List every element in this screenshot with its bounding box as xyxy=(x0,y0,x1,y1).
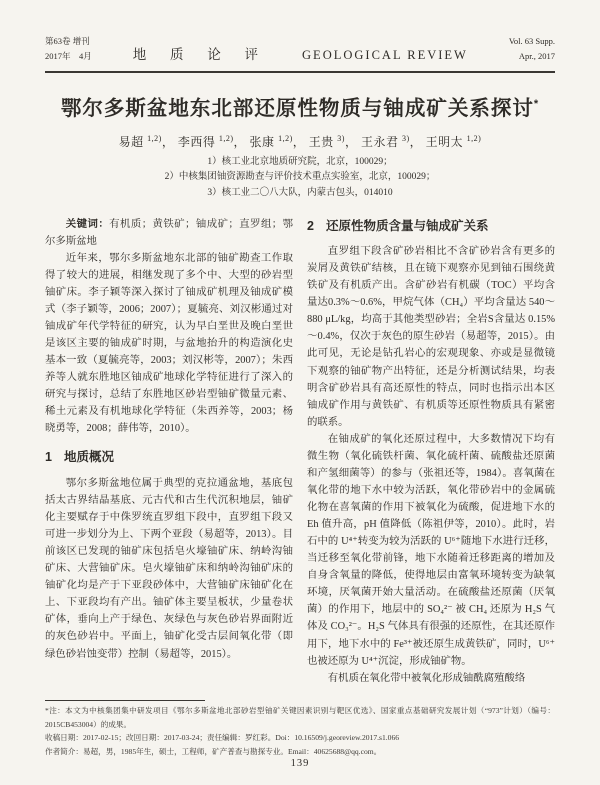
keywords-label: 关键词： xyxy=(65,218,110,230)
author-affil-sup: 3) xyxy=(401,133,410,143)
affiliation-3: 3）核工业二〇八大队，内蒙古包头，014010 xyxy=(207,187,393,198)
author xyxy=(426,135,482,149)
journal-volume-en-line1: Vol. 63 Supp. xyxy=(508,36,555,46)
affiliation-list xyxy=(45,155,555,202)
author xyxy=(309,135,358,149)
journal-volume-en xyxy=(509,34,555,65)
author-name: 易超 xyxy=(118,134,144,149)
section-2-title: 还原性物质含量与铀成矿关系 xyxy=(325,218,489,233)
footnote-block xyxy=(45,700,555,759)
author-name: 张康 xyxy=(249,134,275,149)
section-1-number: 1 xyxy=(45,450,52,465)
footnote-author-bio: 作者简介：易超，男，1985年生，硕士，工程师，矿产普查与勘探专业。Email：40625688@qq.com。 xyxy=(45,746,382,756)
footnote-dates-doi: 收稿日期：2017-02-15；改回日期：2017-03-24；责任编辑：罗红彩。Doi：10.16509/j.georeview.2017.s1.066 xyxy=(45,733,400,743)
affiliation-1: 1）核工业北京地质研究院，北京，100029； xyxy=(207,156,393,167)
author xyxy=(361,135,422,149)
author xyxy=(178,135,246,149)
journal-name xyxy=(133,43,468,65)
footnote-funding: *注：本文为中核集团集中研发项目《鄂尔多斯盆地北部砂岩型铀矿关键因素识别与靶区优选》、国家重点基础研究发展计划（“973”计划）（编号：2015CB453004）的成果。 xyxy=(45,706,555,729)
section-2-paragraph-2: 在铀成矿的氧化还原过程中，大多数情况下均有微生物（氧化硫铁杆菌、氧化硫杆菌、硫酸盐还原菌和产氢细菌等）的参与（张祖还等，1984）。喜氧菌在氧化带的地下水中较为活跃，氧化带砂岩中的金属硫化物在喜氧菌的作用下被氧化为硫酸，促进地下水的 Eh 值升高，pH 值降低（陈祖伊等，2010）。此时，岩石中的 U⁴⁺转变为较为活跃的 U⁶⁺随地下水进行迁移，当迁移至氧化带前锋，地下水随着迁移距离的增加及自身含氧量的降低，使得地层由富氧环境转变为缺氧环境，厌氧菌开始大量活动。在硫酸盐还原菌（厌氧菌）的作用下，地层中的 SO₄²⁻ 被 CH₄ 还原为 H₂S 气体及 CO₃²⁻。H₂S 气体具有很强的还原性，在其还原作用下，地下水中的 Fe³⁺被还原生成黄铁矿，同时，U⁶⁺也被还原为 U⁴⁺沉淀，形成铀矿物。 xyxy=(307,433,555,667)
paper-title xyxy=(45,91,555,121)
section-2-heading xyxy=(307,216,555,237)
author-name: 王明太 xyxy=(425,134,464,149)
journal-header xyxy=(45,0,555,73)
journal-volume-en-line2: Apr., 2017 xyxy=(518,51,555,62)
author-affil-sup: 1,2) xyxy=(218,133,234,143)
section-1-heading xyxy=(45,447,293,468)
author-affil-sup: 1,2) xyxy=(466,133,482,143)
section-2-number: 2 xyxy=(307,218,314,233)
journal-volume-cn xyxy=(45,34,92,65)
paper-title-text: 鄂尔多斯盆地东北部还原性物质与铀成矿关系探讨 xyxy=(60,96,534,120)
journal-name-cn: 地 质 论 评 xyxy=(132,46,269,62)
section-2-paragraph-3: 有机质在氧化带中被氧化形成铀酰腐殖酸络 xyxy=(327,672,526,684)
keywords-block xyxy=(45,216,293,250)
keywords-text: 有机质；黄铁矿；铀成矿；直罗组；鄂尔多斯盆地 xyxy=(45,218,294,247)
author-line xyxy=(45,133,555,150)
author xyxy=(119,135,175,149)
paper-body xyxy=(45,216,555,687)
intro-paragraph: 近年来，鄂尔多斯盆地东北部的铀矿勘查工作取得了较大的进展，相继发现了多个中、大型的砂岩型铀矿床。李子颖等深入探讨了铀成矿机理及铀成矿模式（李子颖等，2006；2007）；夏毓亮、刘汉彬通过对铀成矿年代学特征的研究，认为早白垩世及晚白垩世是该区主要的铀成矿时期，与盆地抬升的构造演化史基本一致（夏毓亮等，2003；刘汉彬等，2007）；朱西养等人就东胜地区铀成矿地球化学特征进行了深入的研究与探讨，总结了东胜地区砂岩型铀矿微量元素、稀土元素及有机地球化学特征（朱西养等，2003；杨晓勇等，2008；薛伟等，2010）。 xyxy=(45,252,293,435)
page-number: 139 xyxy=(290,758,310,769)
author-name: 王永君 xyxy=(360,134,399,149)
affiliation-2: 2）中核集团铀资源勘查与评价技术重点实验室，北京，100029； xyxy=(164,172,436,183)
author xyxy=(250,135,306,149)
right-column xyxy=(307,216,555,687)
author-name: 李西得 xyxy=(177,134,216,149)
left-column xyxy=(45,216,293,687)
journal-volume-cn-line2: 2017年 4月 xyxy=(45,51,92,62)
author-affil-sup: 1,2) xyxy=(147,133,162,143)
author-affil-sup: 1,2) xyxy=(278,133,293,143)
section-1-paragraph: 鄂尔多斯盆地位属于典型的克拉通盆地，基底包括太古界结晶基底、元古代和古生代沉积地层，铀矿化主要赋存于中侏罗统直罗组下段中，直罗组下段又可进一步划分为上、下两个亚段（易超等，2013）。目前该区已发现的铀矿床包括皂火壕铀矿床、纳岭沟铀矿床、大营铀矿床。皂火壕铀矿床和纳岭沟铀矿床的铀矿化均是产于下亚段砂体中，大营铀矿床铀矿化在上、下亚段均有产出。铀矿体主要呈板状，少量卷状矿体，垂向上产于绿色、灰绿色与灰色砂岩界面附近的灰色砂岩中。平面上，铀矿化受古层间氧化带（即绿色砂岩蚀变带）控制（易超等，2015）。 xyxy=(45,477,293,660)
title-footnote-mark: * xyxy=(533,97,540,110)
section-1-title: 地质概况 xyxy=(63,450,114,465)
section-2-paragraph-1: 直罗组下段含矿砂岩相比不含矿砂岩含有更多的炭屑及黄铁矿结核，且在镜下观察亦见到铀石围绕黄铁矿及有机质产出。含矿砂岩有机碳（TOC）平均含量达0.3%～0.6%，甲烷气体（CH₄）平均含量达 540～880 μL/kg，均高于其他类型砂岩；全岩S含量达 0.15%～0.4%，仅次于灰色的原生砂岩（易超等，2015）。由此可见，无论是钻孔岩心的宏观现象、亦或是显微镜下观察的铀矿物产出特征，还是分析测试结果，均表明含矿砂岩具有高还原性的特点，同时也指示出本区铀成矿作用与黄铁矿、有机质等还原性物质具有紧密的联系。 xyxy=(307,246,555,428)
footnote-separator xyxy=(45,700,205,701)
author-affil-sup: 3) xyxy=(337,133,345,143)
author-name: 王贵 xyxy=(308,134,334,149)
journal-volume-cn-line1: 第63卷 增刊 xyxy=(45,36,90,46)
journal-name-en: GEOLOGICAL REVIEW xyxy=(302,47,468,62)
